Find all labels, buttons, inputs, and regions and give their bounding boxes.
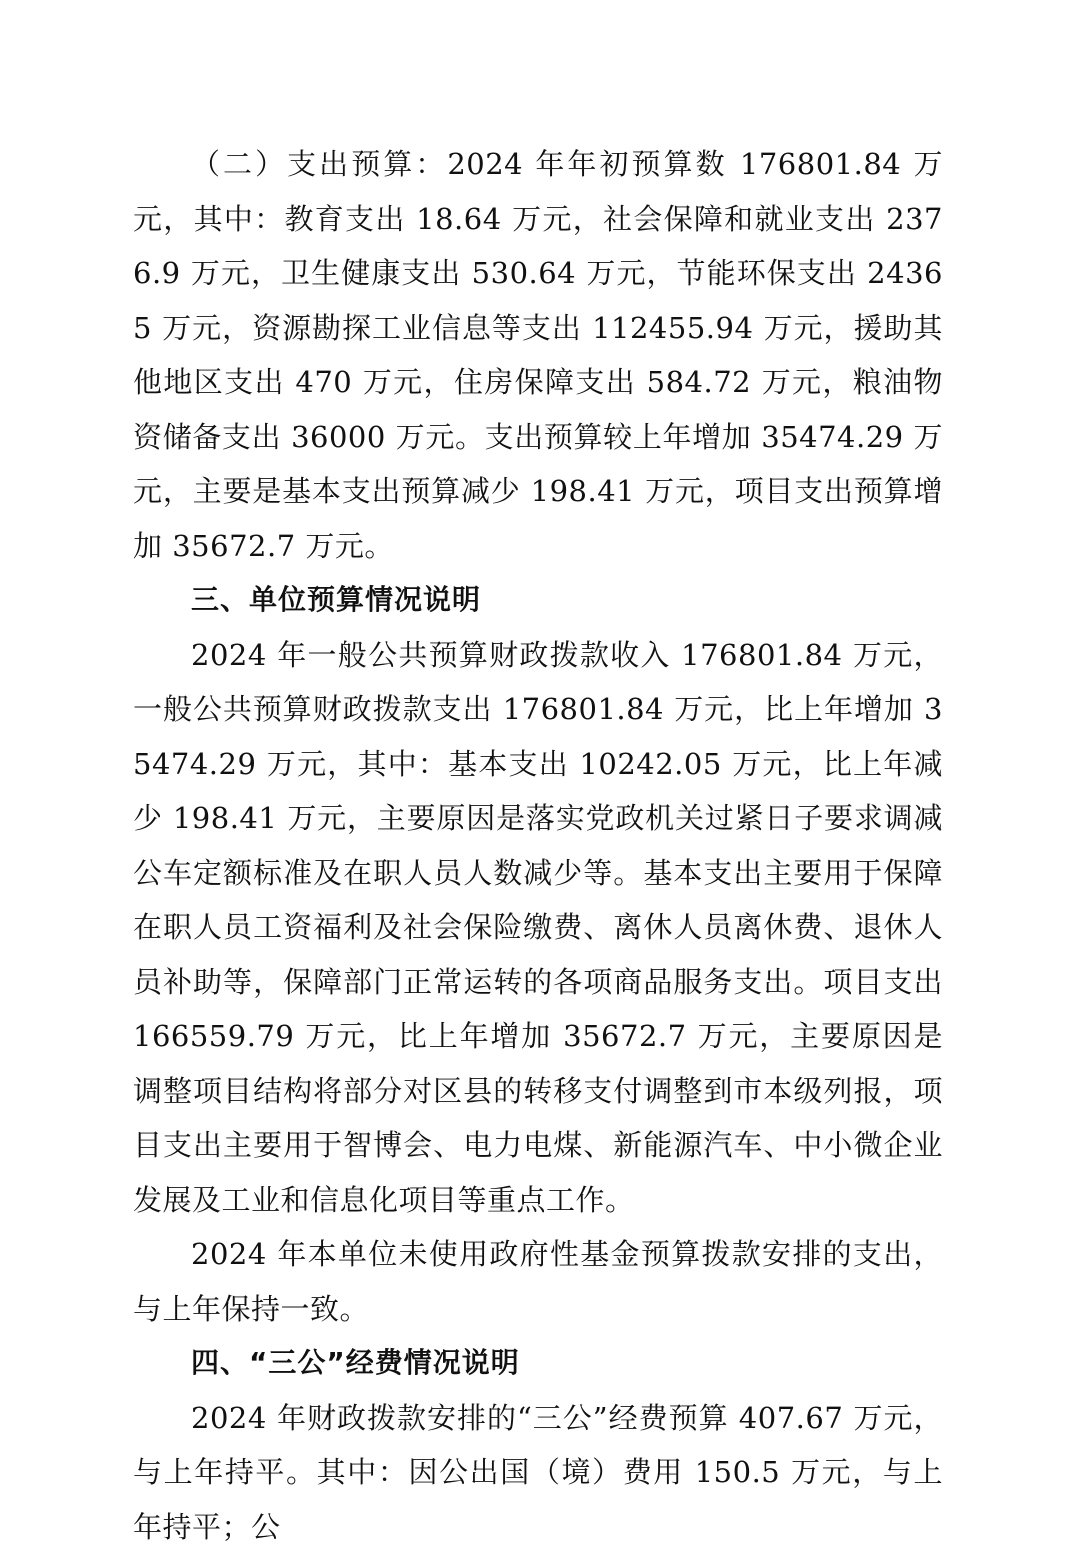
general-budget-paragraph: 2024 年一般公共预算财政拨款收入 176801.84 万元，一般公共预算财政拨款支出 176801.84 万元，比上年增加 35474.29 万元，其中：基本支出 10242.05 万元，比上年减少 198.41 万元，主要原因是落实党政机关过紧日子要求调减公车定额标准及在职人员人数减少等。基本支出主要用于保障在职人员工资福利及社会保险缴费、离休人员离休费、退休人员补助等，保障部门正常运转的各项商品服务支出。项目支出 166559.79 万元，比上年增加 35672.7 万元，主要原因是调整项目结构将部分对区县的转移支付调整到市本级列报，项目支出主要用于智博会、电力电煤、新能源汽车、中小微企业发展及工业和信息化项目等重点工作。 bbox=[133, 628, 943, 1228]
section-heading-three-public-expenses: 四、“三公”经费情况说明 bbox=[133, 1336, 943, 1391]
section-heading-unit-budget: 三、单位预算情况说明 bbox=[133, 573, 943, 628]
document-page bbox=[133, 137, 943, 1554]
government-fund-paragraph: 2024 年本单位未使用政府性基金预算拨款安排的支出，与上年保持一致。 bbox=[133, 1227, 943, 1336]
expenditure-budget-paragraph: （二）支出预算：2024 年年初预算数 176801.84 万元，其中：教育支出 18.64 万元，社会保障和就业支出 2376.9 万元，卫生健康支出 530.64 万元，节能环保支出 24365 万元，资源勘探工业信息等支出 112455.94 万元，援助其他地区支出 470 万元，住房保障支出 584.72 万元，粮油物资储备支出 36000 万元。支出预算较上年增加 35474.29 万元，主要是基本支出预算减少 198.41 万元，项目支出预算增加 35672.7 万元。 bbox=[133, 137, 943, 573]
three-public-expenses-paragraph: 2024 年财政拨款安排的“三公”经费预算 407.67 万元，与上年持平。其中：因公出国（境）费用 150.5 万元，与上年持平；公 bbox=[133, 1391, 943, 1554]
